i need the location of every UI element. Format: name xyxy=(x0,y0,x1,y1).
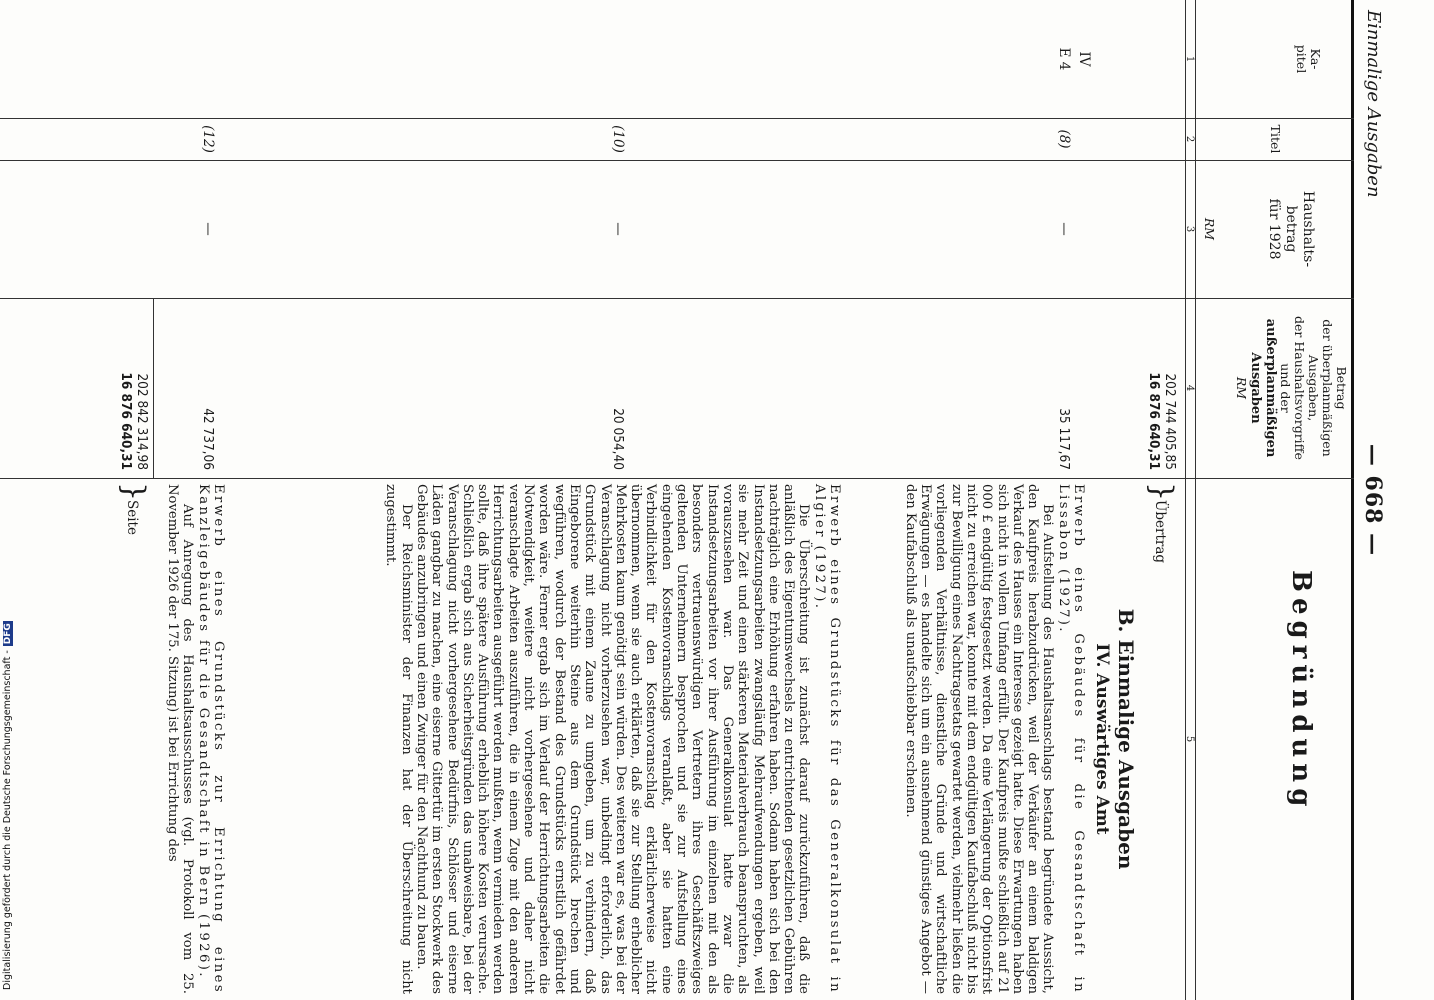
uebertrag-label: Übertrag xyxy=(1152,500,1168,564)
seite-label: Seite xyxy=(124,500,140,535)
header-betrag-1928: Haushalts- betrag für 1928 xyxy=(1266,190,1316,268)
colnum-5: 5 xyxy=(1184,735,1195,743)
header-titel: Titel xyxy=(1268,124,1283,154)
row3-heading: Erwerb eines Grundstücks zur Errichtung eines Kanzleigebäudes für die Gesandtschaft in Bern (1926). xyxy=(195,484,226,994)
row2-titel: (10) xyxy=(610,125,626,153)
header-ausserplan-l2: der überplanmäßigen xyxy=(1320,319,1335,457)
header-ausserplan-l1: Betrag xyxy=(1334,366,1349,410)
header-ausserplan-l4: der Haushaltsvorgriffe xyxy=(1292,316,1307,460)
right-running-header: Begründung xyxy=(1286,570,1316,813)
seite-value-1: 202 842 314,98 xyxy=(134,373,150,470)
colnum-2: 2 xyxy=(1184,135,1195,143)
header-bottom-rule xyxy=(1195,0,1196,1000)
row2-text xyxy=(383,484,842,994)
credit-text: Digitalisierung gefördert durch die Deutsche Forschungsgemeinschaft - xyxy=(2,650,13,990)
colsep-3 xyxy=(0,298,1354,299)
row2-body: Die Überschreitung ist zunächst darauf zurückzuführen, daß die anläßlich des Eigentumswechsels zu entrichtenden gesetzlichen Gebühren nachträglich eine Erhöhung erfahren haben. Sodann haben sich bei den Instandsetzungsarbeiten zwangsläufig Mehraufwendungen ergeben, weil sie mehr Zeit und einen stärkeren Materialverbrauch beanspruchten, als vorauszusehen war. Das Generalkonsulat hatte zwar die Instandsetzungsarbeiten vor ihrer Ausführung im einzelnen mit den als besonders vertrauenswürdigen Vertretern ihres Geschäftszweiges geltenden Unternehmern besprochen und sie zur Aufstellung eines eingehenden Kostenvoranschlags veranlaßt, aber sie hatten eine Verbindlichkeit für den Kostenvoranschlag erklärlicherweise nicht übernommen, wenn sie auch erklärten, daß sie zur Stellung erheblicher Mehrkosten kaum genötigt sein würden. Des weiteren war es, was bei der Veranschlagung nicht vorherzusehen war, unbedingt erforderlich, das Grundstück mit einem Zaune zu umgeben, um zu verhindern, daß Eingeborene weiterhin Steine aus dem Grundstück brechen und wegführen, wodurch der Bestand des Grundstücks ernstlich gefährdet worden wäre. Ferner ergab sich im Verlauf der Herrichtungsarbeiten die Notwendigkeit, weitere nicht vorhergesehene und daher nicht veranschlagte Arbeiten auszuführen, die in einem Zuge mit den anderen Herrichtungsarbeiten ausgeführt werden mußten, wenn vermieden werden sollte, daß ihre spätere Ausführung erheblich höhere Kosten verursache. Schließlich ergab sich aus Sicherheitsgründen das unabweisbare, bei der Veranschlagung nicht vorhergesehene Bedürfnis, Schlösser und eiserne Läden gangbar zu machen, eine eiserne Gittertür im ersten Stockwerk des Gebäudes anzubringen und einen Zwinger für den Nachthund zu bauen. xyxy=(413,484,812,994)
row2-betrag: — xyxy=(610,222,626,236)
row1-text xyxy=(902,484,1086,994)
row2-ausserplan: 20 054,40 xyxy=(610,408,626,470)
header-ausserplan-l5: und der xyxy=(1278,363,1293,413)
digitization-credit xyxy=(2,621,13,990)
row1-body: Bei Aufstellung des Haushaltsanschlags bestand begründete Aussicht, den Kaufpreis herabzudrücken, weil der Verkäufer an einem baldigen Verkauf des Hauses ein Interesse gezeigt hatte. Diese Erwartungen haben sich nicht in vollem Umfang erfüllt. Der Kaufpreis mußte schließlich auf 21 000 £ endgültig festgesetzt werden. Da eine Verlängerung der Optionsfrist nicht zu erreichen war, konnte mit dem endgültigen Kaufabschluß nicht bis zur Bewilligung eines Nachtragsetats gewartet werden, vielmehr ließen die vorliegenden Verhältnisse, dienstliche Gründe und wirtschaftliche Erwägungen — es handelte sich um ein ausnehmend günstiges Angebot — den Kaufabschluß als unaufschiebbar erscheinen. xyxy=(902,484,1056,994)
seite-rule xyxy=(153,298,154,478)
seite-brace: } xyxy=(116,482,151,502)
colnum-3: 3 xyxy=(1184,225,1195,233)
seite-value-2: 16 876 640,31 xyxy=(118,372,134,470)
row1-ausserplan: 35 117,67 xyxy=(1056,408,1072,470)
row1-betrag: — xyxy=(1056,222,1072,236)
section-title-iv: IV. Auswärtiges Amt xyxy=(1092,643,1112,835)
row1-kapitel: E 4 xyxy=(1056,47,1072,71)
header-ausserplan-l3: Ausgaben, xyxy=(1306,354,1321,422)
row1-titel: (8) xyxy=(1056,129,1072,149)
colnum-4: 4 xyxy=(1184,384,1195,392)
header-ausserplan-unit: RM xyxy=(1234,376,1249,400)
row2-body2: Der Reichsminister der Finanzen hat der Überschreitung nicht zugestimmt. xyxy=(383,484,414,994)
page-number: — 668 — xyxy=(1360,443,1386,557)
colsep-4 xyxy=(0,478,1354,479)
header-betrag-unit: RM xyxy=(1202,217,1217,241)
row3-body: Auf Anregung des Haushaltsausschusses (vgl. Protokoll vom 25. November 1926 der 175. Sitzung) ist bei Errichtung des xyxy=(165,484,196,994)
top-rule xyxy=(1351,0,1354,1000)
uebertrag-brace: } xyxy=(1144,482,1179,502)
uebertrag-value-1: 202 744 405,85 xyxy=(1162,373,1178,470)
row3-text xyxy=(165,484,226,994)
section-title-b: B. Einmalige Ausgaben xyxy=(1114,608,1138,870)
row3-betrag: — xyxy=(200,222,216,236)
left-running-header: Einmalige Ausgaben xyxy=(1363,10,1384,198)
colnum-1: 1 xyxy=(1184,55,1195,63)
row3-ausserplan: 42 737,06 xyxy=(200,408,216,470)
header-ausserplan-l7: Ausgaben xyxy=(1248,352,1263,424)
header-kapitel: Ka- pitel xyxy=(1294,44,1323,74)
row3-titel: (12) xyxy=(200,125,216,153)
uebertrag-value-2: 16 876 640,31 xyxy=(1146,372,1162,470)
section-kapitel: IV xyxy=(1076,51,1092,67)
header-ausserplan-l6: außerplanmäßigen xyxy=(1263,318,1278,458)
header-ausserplan xyxy=(1234,298,1348,478)
dfg-logo: DFG xyxy=(3,623,13,645)
row1-heading: Erwerb eines Gebäudes für die Gesandtschaft in Lissabon (1927). xyxy=(1055,484,1086,994)
row2-heading: Erwerb eines Grundstücks für das Generalkonsulat in Algier (1927). xyxy=(811,484,842,994)
